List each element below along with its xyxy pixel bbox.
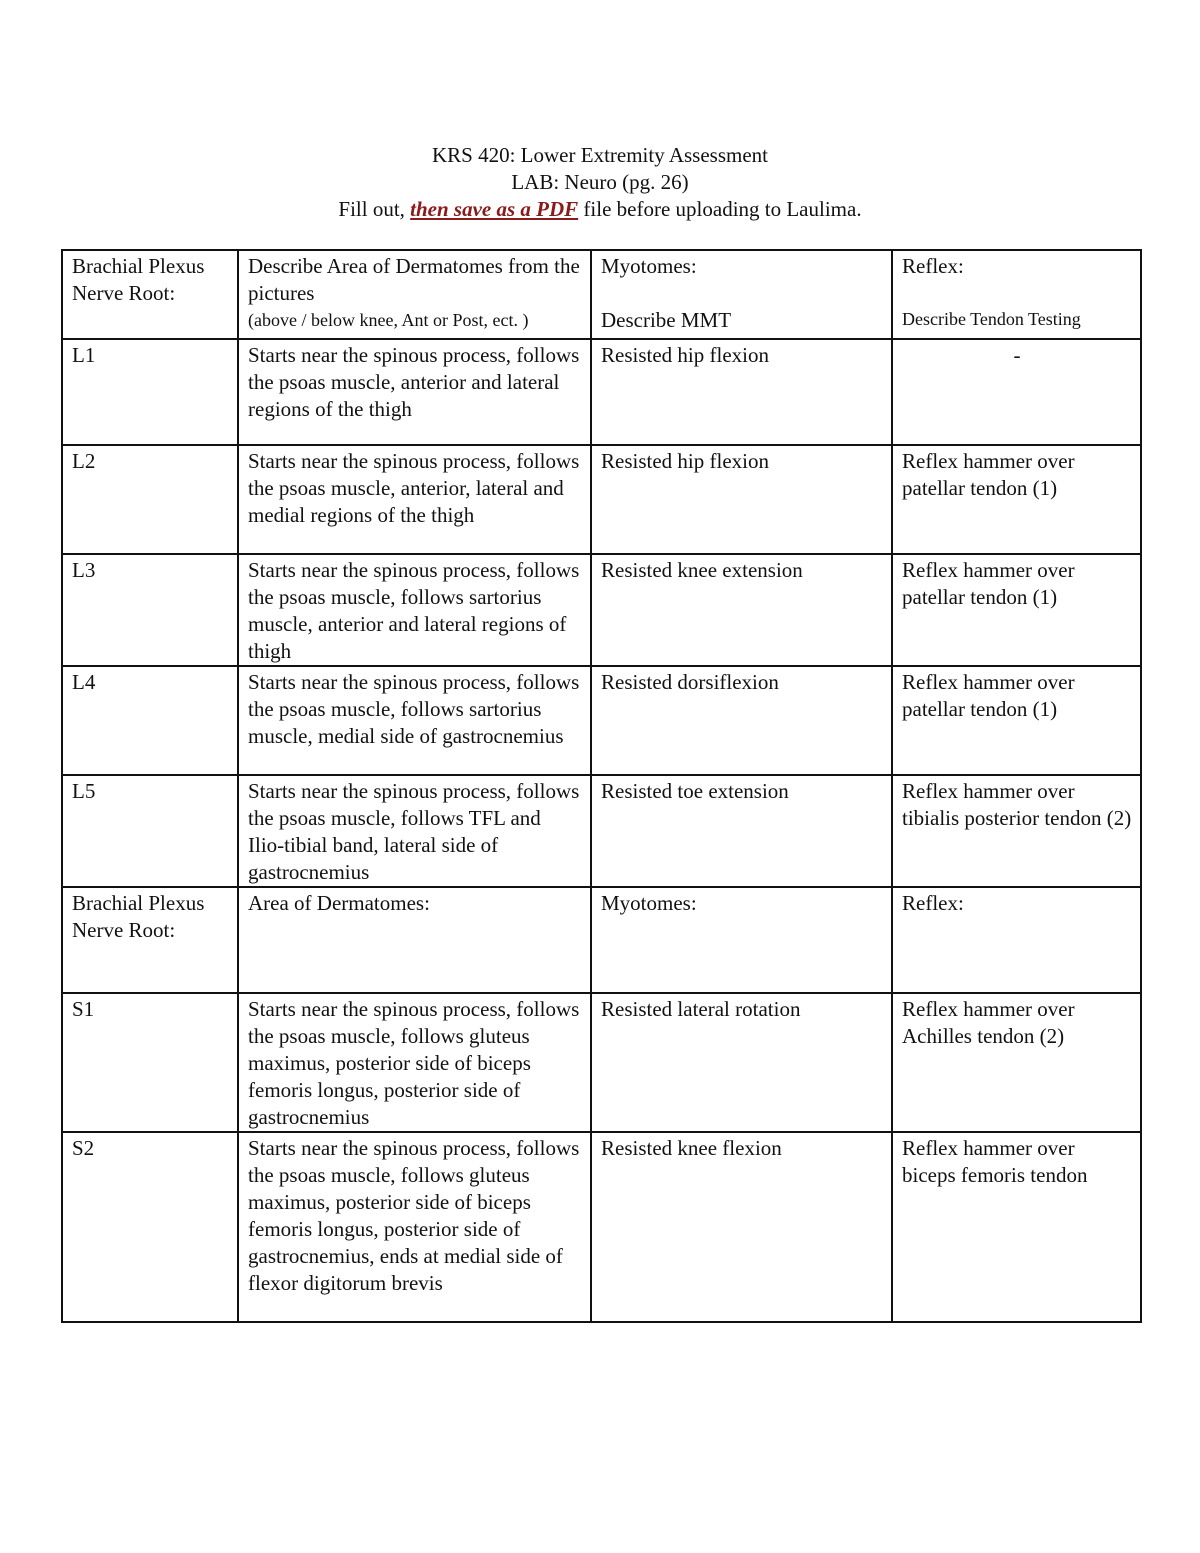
header-nerve-root: Brachial Plexus Nerve Root: [62, 250, 238, 339]
instructions [0, 196, 1200, 223]
table-row [62, 554, 1141, 666]
header-dermatomes-note: (above / below knee, Ant or Post, ect. ) [248, 310, 529, 330]
table-row [62, 339, 1141, 445]
header-nerve-root: Brachial Plexus Nerve Root: [62, 887, 238, 993]
document-header [0, 142, 1200, 223]
header-myotomes: Myotomes: Describe MMT [591, 250, 892, 339]
cell-dermatome: Starts near the spinous process, follows the psoas muscle, follows TFL and Ilio-tibial band, lateral side of gastrocnemius [238, 775, 591, 887]
cell-myotome: Resisted toe extension [591, 775, 892, 887]
cell-reflex: Reflex hammer over patellar tendon (1) [892, 554, 1141, 666]
cell-reflex: - [892, 339, 1141, 445]
cell-root: L4 [62, 666, 238, 775]
cell-dermatome: Starts near the spinous process, follows the psoas muscle, follows sartorius muscle, anterior and lateral regions of thigh [238, 554, 591, 666]
cell-dermatome: Starts near the spinous process, follows the psoas muscle, follows gluteus maximus, posterior side of biceps femoris longus, posterior side of gastrocnemius [238, 993, 591, 1132]
cell-root: S2 [62, 1132, 238, 1322]
cell-root: L1 [62, 339, 238, 445]
cell-myotome: Resisted lateral rotation [591, 993, 892, 1132]
table-row [62, 993, 1141, 1132]
cell-reflex: Reflex hammer over biceps femoris tendon [892, 1132, 1141, 1322]
table-row [62, 775, 1141, 887]
instructions-prefix: Fill out, [338, 197, 411, 221]
cell-myotome: Resisted knee flexion [591, 1132, 892, 1322]
cell-root: S1 [62, 993, 238, 1132]
cell-myotome: Resisted hip flexion [591, 445, 892, 554]
cell-dermatome: Starts near the spinous process, follows the psoas muscle, anterior and lateral regions of the thigh [238, 339, 591, 445]
instructions-suffix: file before uploading to Laulima. [578, 197, 862, 221]
cell-dermatome: Starts near the spinous process, follows the psoas muscle, follows sartorius muscle, medial side of gastrocnemius [238, 666, 591, 775]
table-row [62, 666, 1141, 775]
cell-reflex: Reflex hammer over Achilles tendon (2) [892, 993, 1141, 1132]
table-row [62, 1132, 1141, 1322]
cell-myotome: Resisted knee extension [591, 554, 892, 666]
cell-root: L3 [62, 554, 238, 666]
cell-root: L2 [62, 445, 238, 554]
cell-reflex: Reflex hammer over patellar tendon (1) [892, 666, 1141, 775]
course-title: KRS 420: Lower Extremity Assessment [432, 143, 768, 167]
header-dermatomes: Area of Dermatomes: [238, 887, 591, 993]
cell-reflex: Reflex hammer over tibialis posterior tendon (2) [892, 775, 1141, 887]
cell-dermatome: Starts near the spinous process, follows the psoas muscle, anterior, lateral and medial regions of the thigh [238, 445, 591, 554]
header-myotomes: Myotomes: [591, 887, 892, 993]
cell-myotome: Resisted hip flexion [591, 339, 892, 445]
assessment-table [61, 249, 1142, 1323]
table-row [62, 445, 1141, 554]
table-header-row [62, 887, 1141, 993]
header-reflex: Reflex: Describe Tendon Testing [892, 250, 1141, 339]
table-header-row [62, 250, 1141, 339]
cell-dermatome: Starts near the spinous process, follows the psoas muscle, follows gluteus maximus, posterior side of biceps femoris longus, posterior side of gastrocnemius, ends at medial side of flexor digitorum brevis [238, 1132, 591, 1322]
header-dermatomes: Describe Area of Dermatomes from the pictures (above / below knee, Ant or Post, ect. ) [238, 250, 591, 339]
lab-title: LAB: Neuro (pg. 26) [511, 170, 689, 194]
cell-myotome: Resisted dorsiflexion [591, 666, 892, 775]
header-reflex: Reflex: [892, 887, 1141, 993]
cell-reflex: Reflex hammer over patellar tendon (1) [892, 445, 1141, 554]
instructions-emphasis: then save as a PDF [410, 197, 579, 221]
cell-root: L5 [62, 775, 238, 887]
